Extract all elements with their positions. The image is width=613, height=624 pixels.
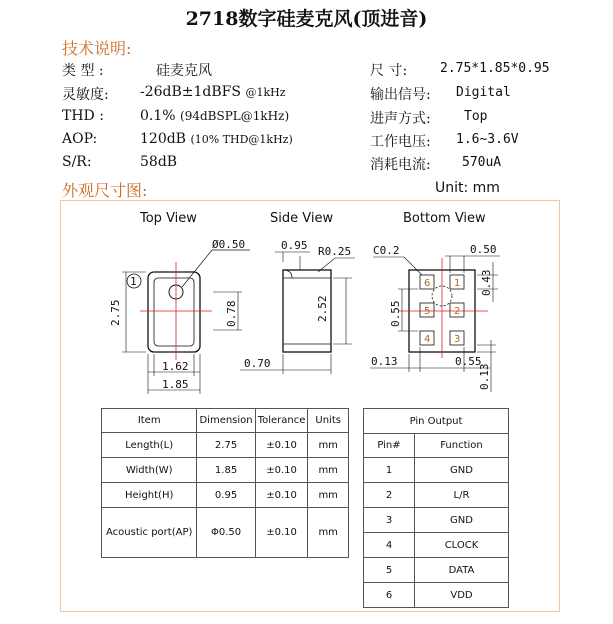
dim-header-units: Units (308, 409, 349, 433)
pin-cell: 2 (364, 483, 415, 508)
top-height-dim: 2.75 (109, 299, 122, 326)
spec-type-value: 硅麦克风 (156, 63, 212, 79)
table-row (364, 508, 509, 533)
dim-cell: ±0.10 (255, 508, 308, 558)
dim-cell: 0.95 (197, 483, 255, 508)
pin-cell: 6 (364, 583, 415, 608)
spec-size-label: 尺 寸: (370, 63, 408, 79)
unit-label: Unit: mm (435, 180, 500, 196)
top-view-outline (148, 272, 200, 352)
pin-cell: 1 (364, 458, 415, 483)
top-view-inner (154, 278, 194, 346)
bottom-bottom-dim: 0.55 (455, 355, 482, 368)
spec-sr-value: 58dB (140, 154, 178, 170)
dim-cell: ±0.10 (255, 483, 308, 508)
pin-header-number: Pin# (364, 434, 415, 458)
pin-cell: 5 (364, 558, 415, 583)
top-view-title: Top View (140, 211, 197, 226)
top-width-dim: 1.85 (162, 378, 189, 391)
spec-current-label: 消耗电流: (370, 157, 431, 173)
pin-cell: DATA (415, 558, 509, 583)
pad-label-1: 1 (454, 278, 461, 289)
section-dims-heading: 外观尺寸图: (62, 181, 148, 200)
pin-output-table (363, 408, 509, 608)
spec-thd-extra: (94dBSPL@1kHz) (180, 109, 290, 123)
pad-label-5: 5 (424, 306, 431, 317)
table-row (102, 508, 349, 558)
pin-cell: GND (415, 508, 509, 533)
side-top-dim: 0.95 (281, 239, 308, 252)
spec-port-value: Top (464, 109, 488, 124)
spec-current-value: 570uA (462, 155, 502, 170)
dim-cell: mm (308, 483, 349, 508)
dimension-table (101, 408, 349, 558)
dim-cell: Height(H) (102, 483, 197, 508)
table-row (102, 433, 349, 458)
dim-cell: ±0.10 (255, 458, 308, 483)
dim-cell: mm (308, 458, 349, 483)
spec-sensitivity-extra: @1kHz (245, 86, 286, 99)
dim-cell: mm (308, 508, 349, 558)
dim-cell: Length(L) (102, 433, 197, 458)
spec-thd-main: 0.1% (140, 108, 176, 124)
spec-aop-label: AOP: (62, 131, 98, 147)
dim-cell: Width(W) (102, 458, 197, 483)
pin-cell: GND (415, 458, 509, 483)
spec-output-label: 输出信号: (370, 87, 431, 103)
top-hole-dim: Ø0.50 (212, 238, 246, 251)
pin-cell: CLOCK (415, 533, 509, 558)
pad-label-4: 4 (424, 334, 431, 345)
bottom-right-dim: 0.43 (480, 269, 493, 296)
dim-cell: Acoustic port(AP) (102, 508, 197, 558)
bottom-view-title: Bottom View (403, 211, 486, 226)
top-inner-width-dim: 1.62 (162, 360, 189, 373)
dim-cell: mm (308, 433, 349, 458)
table-row (102, 483, 349, 508)
spec-sr-label: S/R: (62, 154, 92, 170)
dim-header-tolerance: Tolerance (255, 409, 308, 433)
spec-thd-label: THD : (62, 108, 104, 124)
spec-sensitivity-main: -26dB±1dBFS (140, 84, 241, 100)
pin-cell: 4 (364, 533, 415, 558)
dim-cell: Φ0.50 (197, 508, 255, 558)
bottom-chamfer-dim: C0.2 (373, 244, 400, 257)
dim-header-dimension: Dimension (197, 409, 255, 433)
pin-table-caption: Pin Output (364, 409, 509, 434)
spec-voltage-label: 工作电压: (370, 134, 431, 150)
top-inner-dim: 0.78 (225, 300, 238, 327)
spec-type-label: 类 型 : (62, 63, 104, 79)
pin-header-function: Function (415, 434, 509, 458)
table-row (364, 583, 509, 608)
section-specs-heading: 技术说明: (62, 39, 132, 58)
pin-cell: VDD (415, 583, 509, 608)
dim-header-item: Item (102, 409, 197, 433)
dim-cell: 1.85 (197, 458, 255, 483)
bottom-right-bottom-dim: 0.13 (478, 363, 491, 390)
spec-output-value: Digital (456, 85, 511, 100)
spec-voltage-value: 1.6~3.6V (456, 132, 519, 147)
side-radius-dim: R0.25 (318, 245, 352, 258)
table-row (102, 458, 349, 483)
table-row (364, 533, 509, 558)
bottom-left-dim: 0.55 (389, 300, 402, 327)
pad-label-3: 3 (454, 334, 461, 345)
table-row (364, 558, 509, 583)
side-view-title: Side View (270, 211, 334, 226)
pin-cell: L/R (415, 483, 509, 508)
side-height-dim: 2.52 (316, 295, 329, 322)
pad-label-6: 6 (424, 278, 431, 289)
dim-cell: 2.75 (197, 433, 255, 458)
bottom-left-bottom-dim: 0.13 (371, 355, 398, 368)
spec-port-label: 进声方式: (370, 111, 431, 127)
spec-size-value: 2.75*1.85*0.95 (440, 61, 550, 76)
dim-cell: ±0.10 (255, 433, 308, 458)
pin1-marker-label: 1 (130, 275, 137, 288)
page-title: 2718数字硅麦克风(顶进音) (185, 8, 428, 30)
spec-sensitivity-label: 灵敏度: (62, 87, 109, 103)
spec-aop-extra: (10% THD@1kHz) (190, 133, 293, 146)
table-row (364, 483, 509, 508)
side-bottom-dim: 0.70 (244, 357, 271, 370)
pin-cell: 3 (364, 508, 415, 533)
table-row (364, 458, 509, 483)
bottom-pad-dim: 0.50 (470, 243, 497, 256)
spec-aop-main: 120dB (140, 131, 186, 147)
pad-label-2: 2 (454, 306, 461, 317)
